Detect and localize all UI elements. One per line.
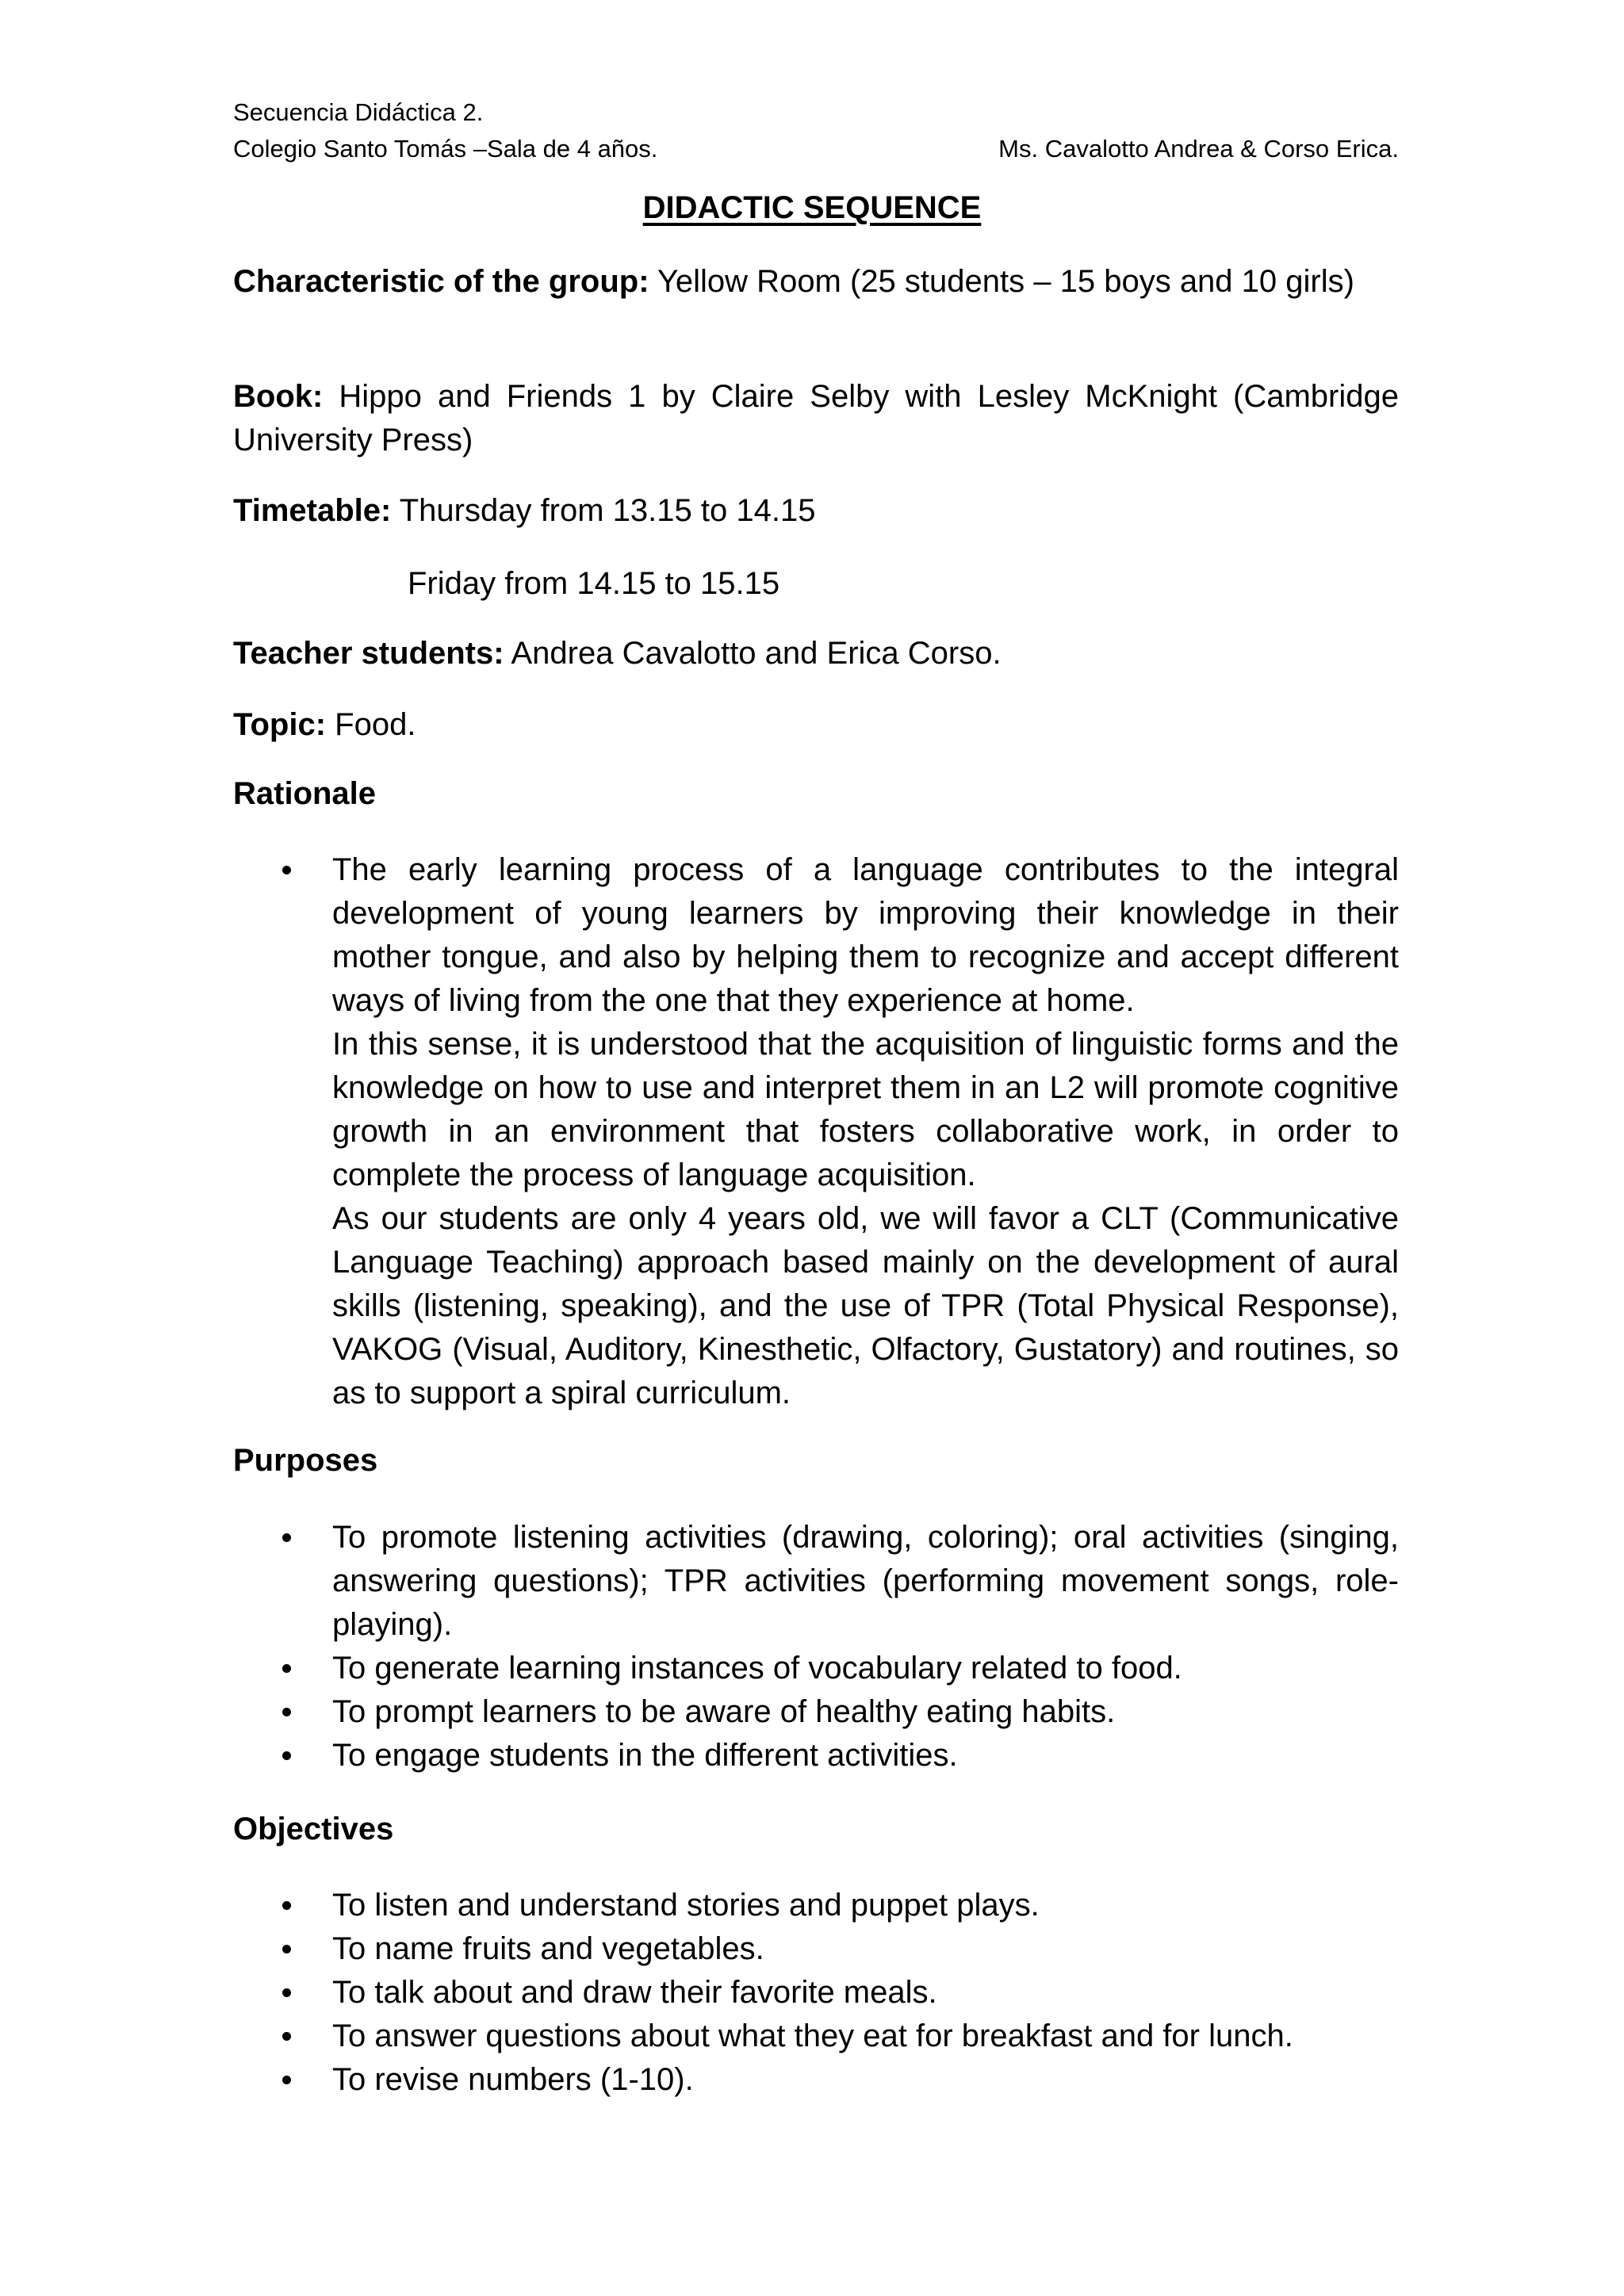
group-value: Yellow Room (25 students – 15 boys and 10 girls) (657, 264, 1354, 299)
rationale-heading: Rationale (233, 776, 377, 811)
bullet-icon (282, 1664, 291, 1673)
header-teachers: Ms. Cavalotto Andrea & Corso Erica. (998, 135, 1399, 163)
objective-text: To name fruits and vegetables. (332, 1931, 764, 1966)
list-item (233, 1884, 1399, 1927)
timetable-thursday: Thursday from 13.15 to 14.15 (399, 493, 816, 528)
timetable-field (233, 489, 1399, 533)
purpose-text: To promote listening activities (drawing, coloring); oral activities (singing, answering questions); TPR activities (performing movement songs, role-playing). (332, 1520, 1399, 1642)
list-item (233, 848, 1399, 1415)
topic-label: Topic: (233, 707, 327, 742)
rationale-paragraph: As our students are only 4 years old, we will favor a CLT (Communicative Language Teaching) approach based mainly on the development of aural skills (listening, speaking), and the use of TPR (Total Physical Response), VAKOG (Visual, Auditory, Kinesthetic, Olfactory, Gustatory) and routines, so as to support a spiral curriculum. (332, 1201, 1399, 1410)
purposes-list (233, 1516, 1399, 1777)
list-item (233, 1516, 1399, 1647)
book-value: Hippo and Friends 1 by Claire Selby with Lesley McKnight (Cambridge University Press) (233, 379, 1399, 457)
rationale-list (233, 848, 1399, 1415)
objective-text: To revise numbers (1-10). (332, 2062, 694, 2097)
bullet-icon (282, 2032, 291, 2041)
book-label: Book: (233, 379, 324, 414)
group-label: Characteristic of the group: (233, 264, 649, 299)
objective-text: To listen and understand stories and puppet plays. (332, 1888, 1040, 1923)
topic-field (233, 703, 1399, 747)
objectives-list (233, 1884, 1399, 2102)
header-sequence-label: Secuencia Didáctica 2. (233, 98, 484, 126)
bullet-icon (282, 866, 291, 874)
rationale-paragraph: In this sense, it is understood that the acquisition of linguistic forms and the knowledge on how to use and interpret them in an L2 will promote cognitive growth in an environment that fosters collaborative work, in order to complete the process of language acquisition. (332, 1027, 1399, 1192)
book-field (233, 375, 1399, 462)
bullet-icon (282, 1988, 291, 1997)
objective-text: To answer questions about what they eat for breakfast and for lunch. (332, 2019, 1293, 2053)
teachers-value: Andrea Cavalotto and Erica Corso. (511, 636, 1002, 671)
purpose-text: To prompt learners to be aware of healthy eating habits. (332, 1694, 1116, 1729)
bullet-icon (282, 1901, 291, 1910)
list-item (233, 1647, 1399, 1690)
bullet-icon (282, 1533, 291, 1542)
purpose-text: To engage students in the different activities. (332, 1738, 958, 1773)
timetable-label: Timetable: (233, 493, 392, 528)
topic-value: Food. (335, 707, 416, 742)
bullet-icon (282, 1751, 291, 1760)
group-field (233, 260, 1399, 304)
document-title: DIDACTIC SEQUENCE (642, 190, 982, 225)
list-item (233, 1927, 1399, 1971)
timetable-friday: Friday from 14.15 to 15.15 (408, 566, 780, 601)
objectives-heading: Objectives (233, 1812, 394, 1846)
purposes-heading: Purposes (233, 1443, 378, 1478)
purpose-text: To generate learning instances of vocabulary related to food. (332, 1651, 1182, 1686)
bullet-icon (282, 1945, 291, 1954)
rationale-paragraph: The early learning process of a language contributes to the integral development of young learners by improving their knowledge in their mother tongue, and also by helping them to recognize and accept different ways of living from the one that they experience at home. (332, 852, 1399, 1018)
list-item (233, 2015, 1399, 2058)
header-school: Colegio Santo Tomás –Sala de 4 años. (233, 135, 658, 163)
teachers-field (233, 632, 1399, 675)
bullet-icon (282, 1708, 291, 1716)
list-item (233, 2058, 1399, 2102)
list-item (233, 1971, 1399, 2015)
bullet-icon (282, 2076, 291, 2084)
objective-text: To talk about and draw their favorite meals. (332, 1975, 937, 2010)
list-item (233, 1734, 1399, 1777)
teachers-label: Teacher students: (233, 636, 504, 671)
list-item (233, 1690, 1399, 1734)
